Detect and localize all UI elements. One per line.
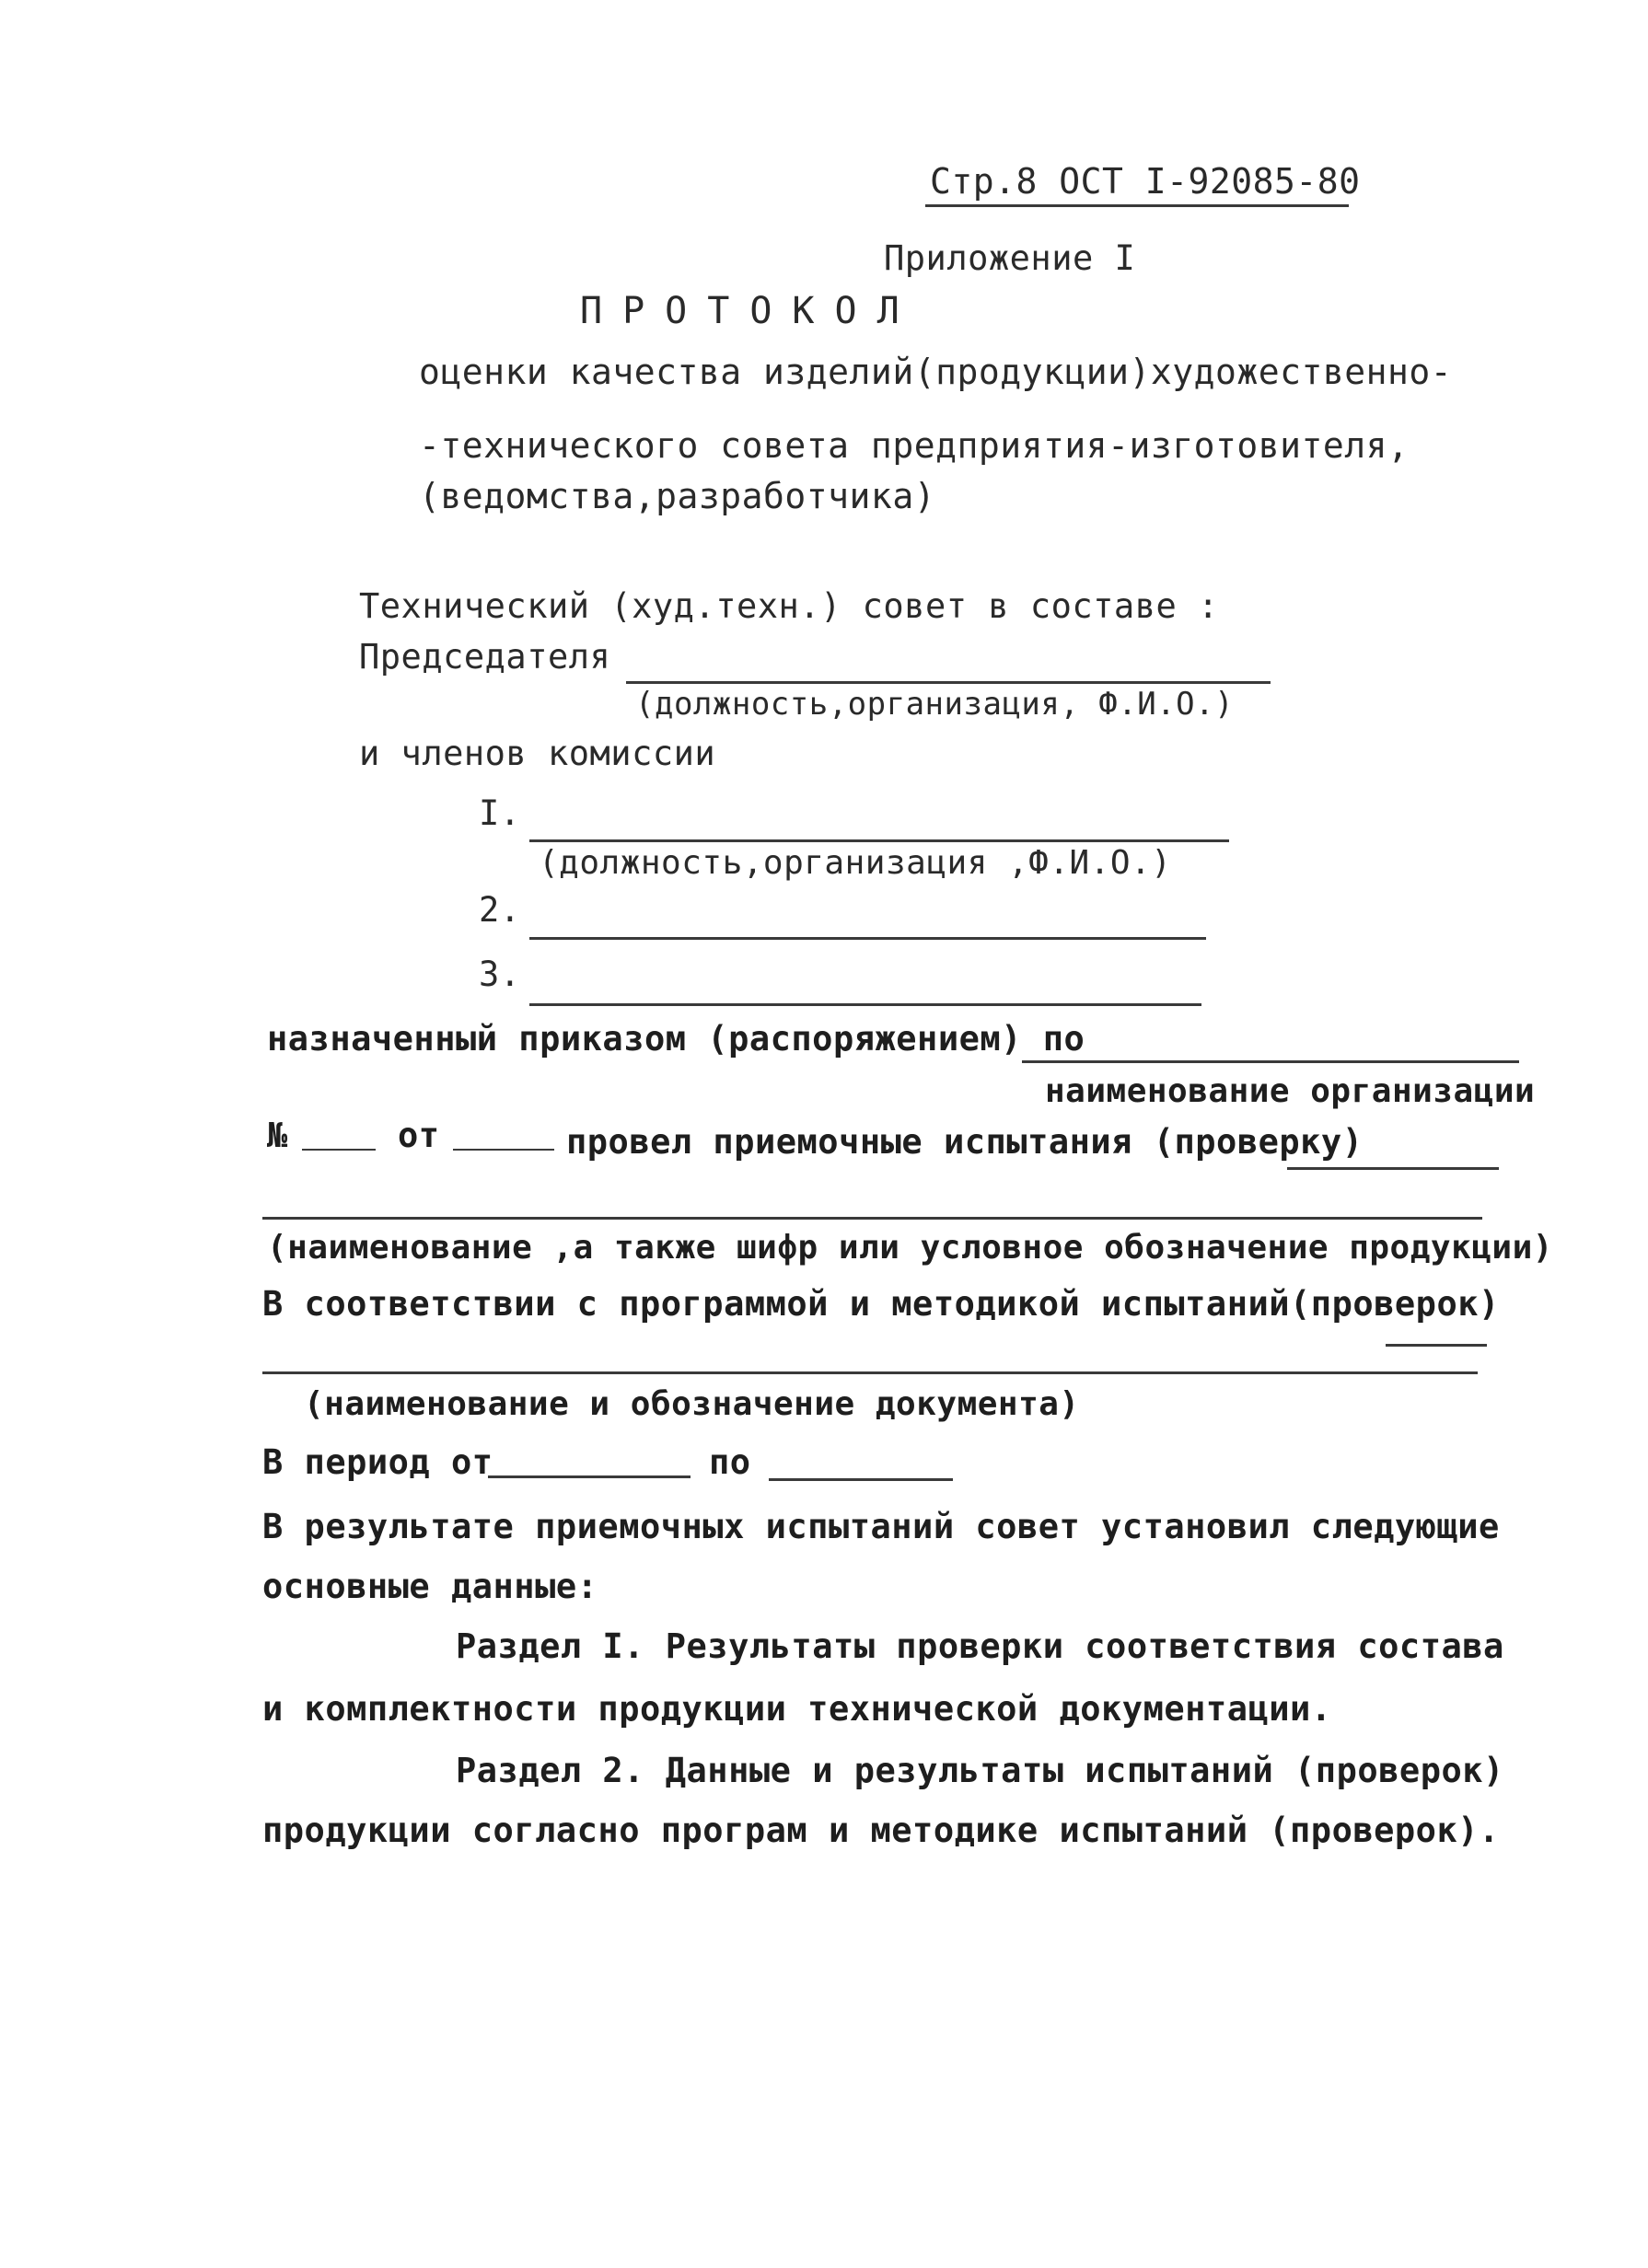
member-3-field-line [529, 1003, 1201, 1006]
order-date-field-line [453, 1149, 554, 1151]
chairman-field-line [626, 681, 1271, 684]
order-tested-text: провел приемочные испытания (проверку) [566, 1122, 1364, 1162]
program-doc-field-line [262, 1371, 1478, 1374]
chairman-hint: (должность,организация, Ф.И.О.) [635, 686, 1235, 723]
product-field-line [262, 1217, 1482, 1220]
title-line-2: -технического совета предприятия-изготовителя, [419, 425, 1410, 466]
page-reference: Стр.8 ОСТ I-92085-80 [930, 161, 1361, 202]
order-number-field-line [302, 1149, 376, 1151]
member-1-hint: (должность,организация ,Ф.И.О.) [539, 844, 1172, 882]
program-doc-hint: (наименование и обозначение документа) [304, 1385, 1080, 1423]
appendix-label: Приложение I [884, 238, 1136, 278]
member-1-field-line [529, 839, 1229, 842]
order-org-hint: наименование организации [1045, 1072, 1536, 1110]
member-3-number: 3. [479, 955, 521, 994]
council-intro: Технический (худ.техн.) совет в составе : [359, 586, 1219, 626]
member-2-number: 2. [479, 890, 521, 930]
section-1-line-1: Раздел I. Результаты проверки соответствия состава [456, 1626, 1504, 1666]
member-2-field-line [529, 937, 1206, 940]
section-2-line-2: продукции согласно програм и методике испытаний (проверок). [262, 1811, 1500, 1850]
period-from-field-line [488, 1475, 691, 1478]
title-line-3: (ведомства,разработчика) [419, 476, 936, 516]
period-to-field-line [769, 1478, 953, 1481]
page-reference-underline [925, 204, 1349, 207]
order-tested-field-line [1287, 1167, 1499, 1170]
section-1-line-2: и комплектности продукции технической документации. [262, 1689, 1332, 1729]
document-title: ПРОТОКОЛ [580, 290, 920, 332]
order-text: назначенный приказом (распоряжением) по [267, 1019, 1085, 1059]
order-number-sign: № [267, 1116, 288, 1155]
order-from-label: от [398, 1116, 440, 1155]
chairman-label: Председателя [359, 637, 611, 677]
period-to-label: по [709, 1442, 751, 1482]
members-label: и членов комиссии [359, 734, 716, 773]
program-field-line [1386, 1344, 1487, 1347]
product-hint: (наименование ,а также шифр или условное обозначение продукции) [267, 1229, 1553, 1267]
section-2-line-1: Раздел 2. Данные и результаты испытаний (проверок) [456, 1751, 1504, 1790]
title-line-1: оценки качества изделий(продукции)художественно- [419, 352, 1453, 392]
program-text: В соответствии с программой и методикой испытаний(проверок) [262, 1284, 1500, 1324]
order-org-field-line [1022, 1060, 1519, 1063]
period-label: В период от [262, 1442, 493, 1482]
member-1-number: I. [479, 793, 521, 833]
results-line-2: основные данные: [262, 1567, 598, 1606]
results-line-1: В результате приемочных испытаний совет установил следующие [262, 1507, 1500, 1546]
